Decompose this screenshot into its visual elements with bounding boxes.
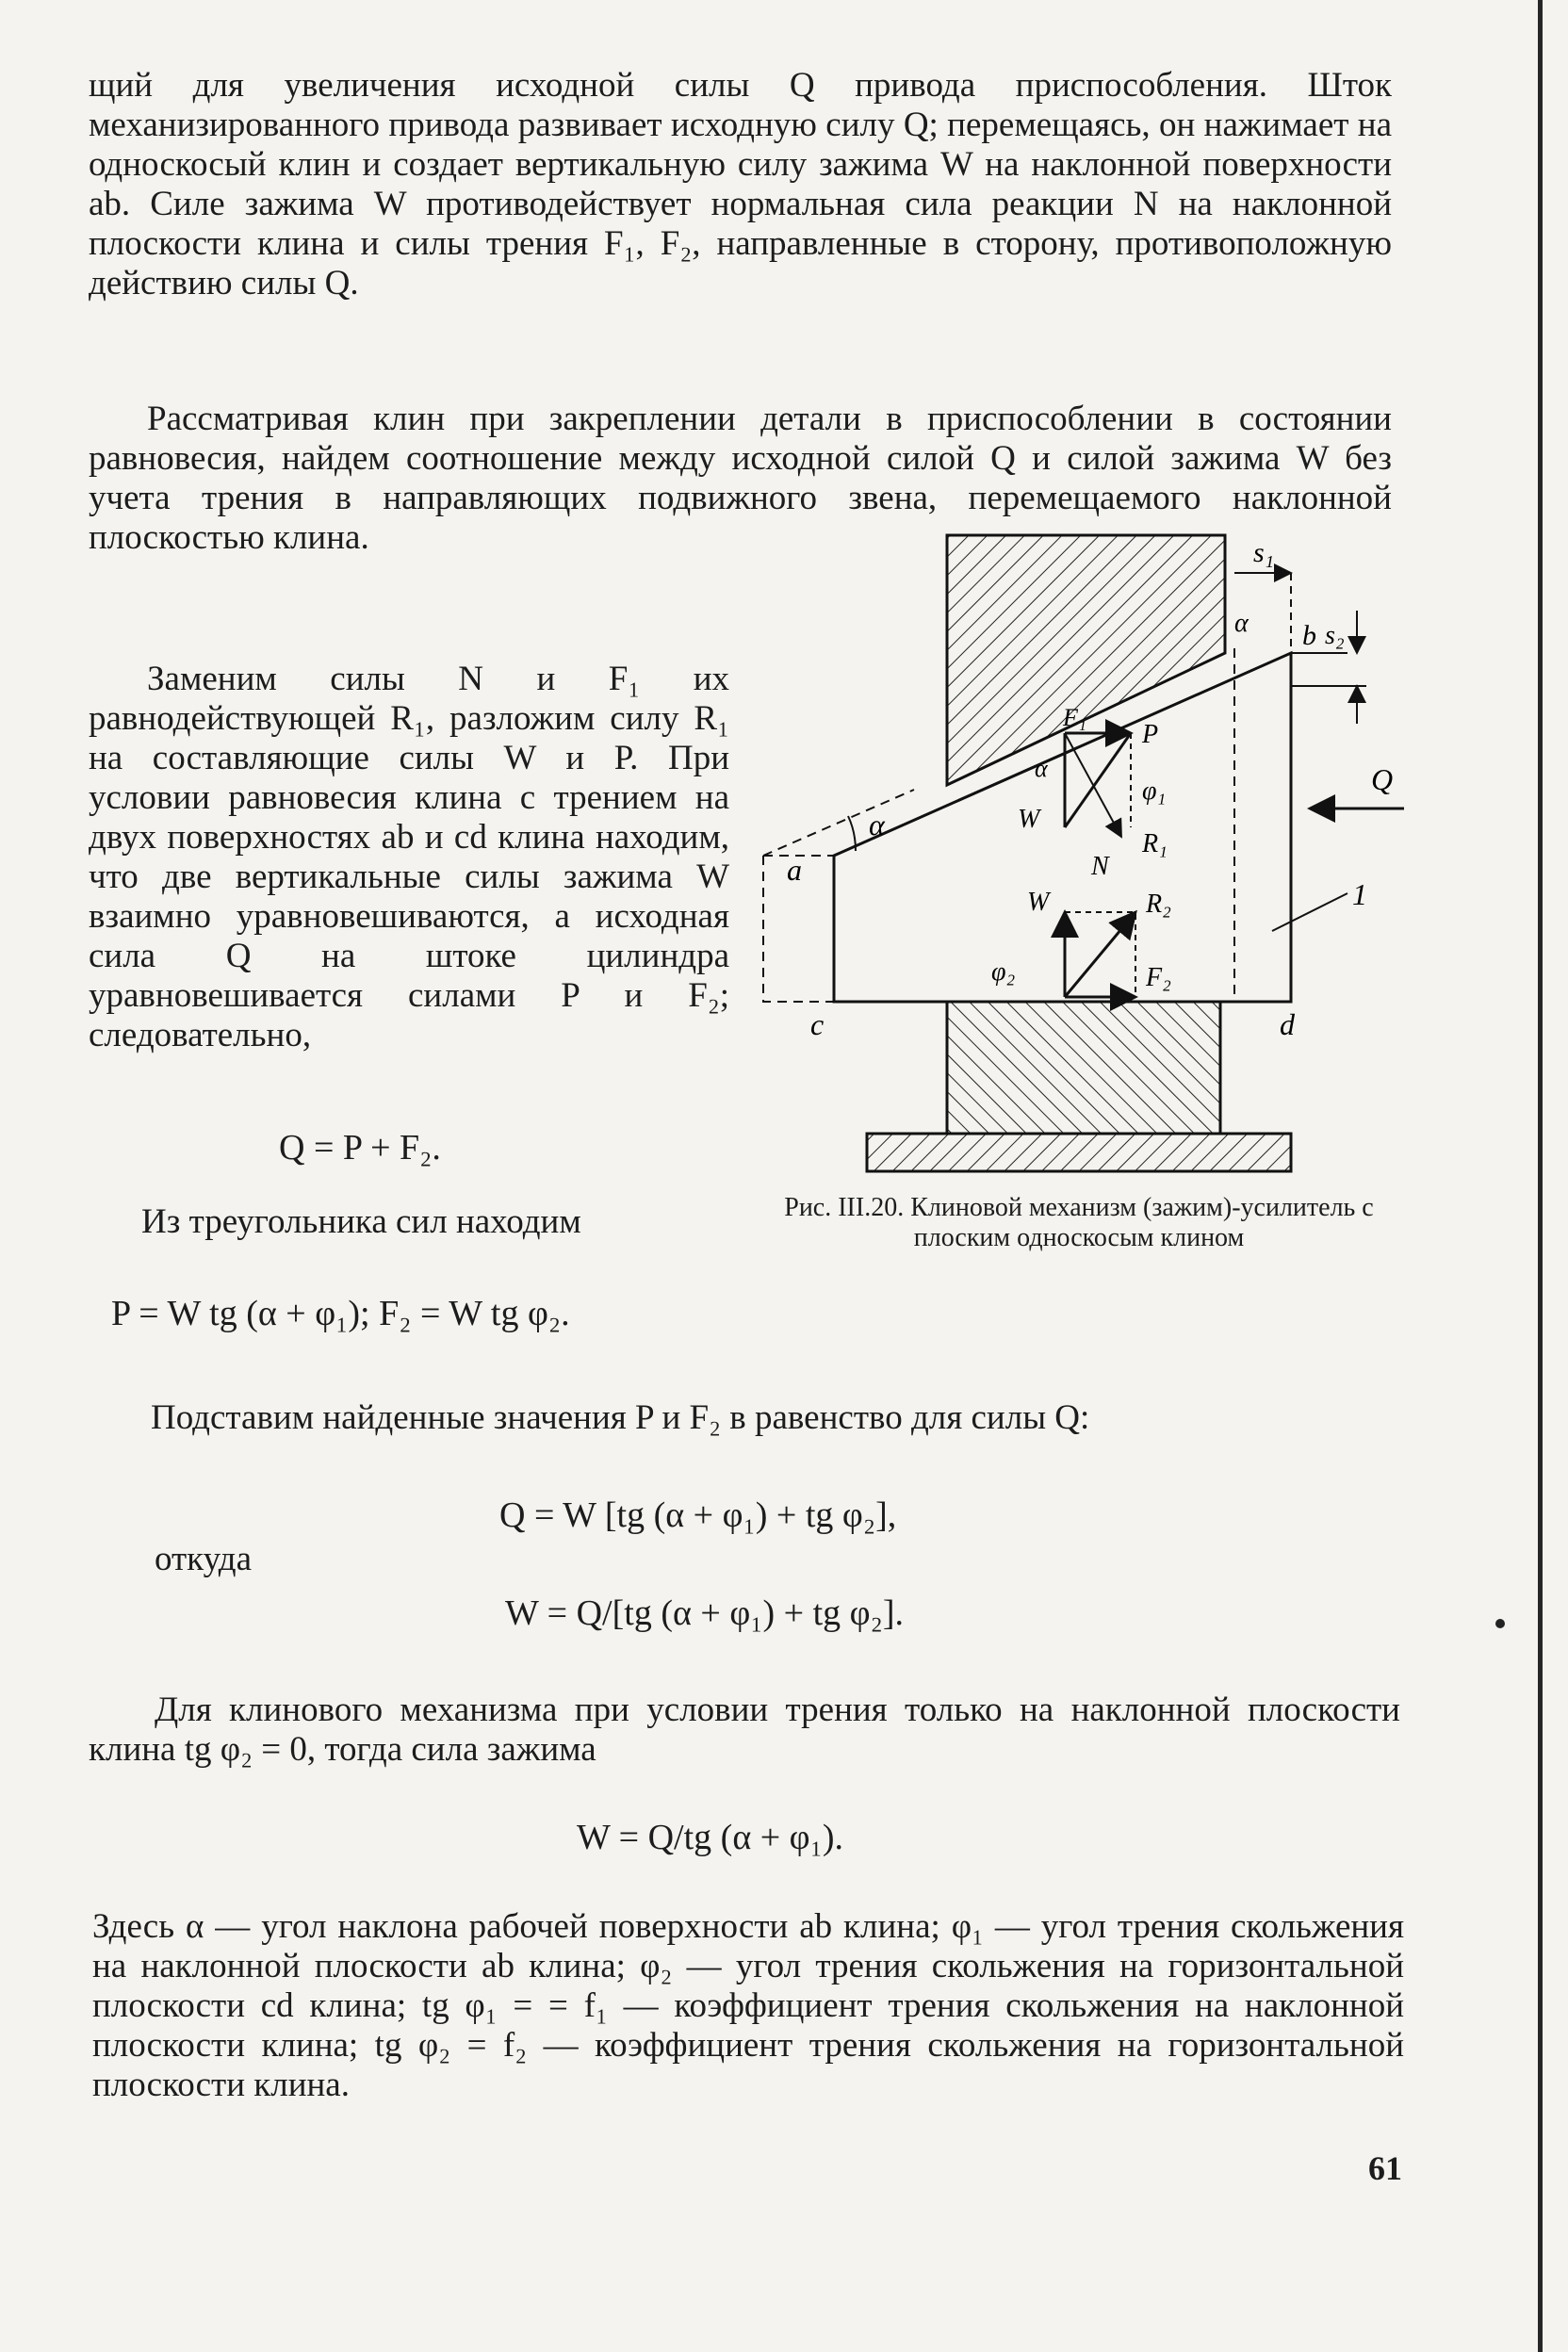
base-plate bbox=[867, 1134, 1291, 1171]
label-d: d bbox=[1280, 1007, 1295, 1041]
label-alpha-top: α bbox=[1234, 609, 1249, 638]
stray-ink-dot bbox=[1495, 1619, 1505, 1628]
label-b: b bbox=[1302, 620, 1316, 651]
label-w-lower: W bbox=[1027, 888, 1050, 917]
formula-p-f2: P = W tg (α + φ₁); F₂ = W tg φ₂. bbox=[111, 1294, 570, 1333]
label-phi2: φ₂ bbox=[991, 957, 1016, 987]
label-alpha-left: α bbox=[869, 808, 885, 841]
book-spine-edge bbox=[1538, 0, 1543, 2352]
label-f2: F₂ bbox=[1146, 963, 1171, 992]
label-f1: F₁ bbox=[1063, 704, 1086, 731]
label-p: P bbox=[1142, 720, 1159, 749]
paragraph-5: Подставим найденные значения P и F₂ в равенство для силы Q: bbox=[151, 1398, 1090, 1437]
label-phi1: φ₁ bbox=[1142, 776, 1167, 806]
formula-q-w: Q = W [tg (α + φ₁) + tg φ₂], bbox=[499, 1495, 897, 1535]
label-part-1: 1 bbox=[1352, 877, 1367, 911]
label-r1: R₁ bbox=[1142, 829, 1168, 858]
label-alpha-mid: α bbox=[1035, 755, 1048, 782]
label-s1: s₁ bbox=[1253, 537, 1275, 568]
wedge-mechanism-figure bbox=[744, 516, 1423, 1176]
paragraph-7: Для клинового механизма при условии трения только на наклонной плоскости клина tg φ₂ = 0, тогда сила зажима bbox=[89, 1690, 1400, 1769]
formula-w-general: W = Q/[tg (α + φ₁) + tg φ₂]. bbox=[505, 1593, 904, 1633]
formula-q-sum: Q = P + F₂. bbox=[279, 1128, 441, 1168]
paragraph-6: откуда bbox=[155, 1540, 253, 1578]
paragraph-1: щий для увеличения исходной силы Q привода приспособления. Шток механизированного привода развивает исходную силу Q; перемещаясь, он нажимает на односкосый клин и создает вертикальную силу зажима W на наклонной поверхности ab. Силе зажима W противодействует нормальная сила реакции N на наклонной плоскости клина и силы трения F₁, F₂, направленные в сторону, противоположную действию силы Q. bbox=[89, 66, 1392, 302]
label-s2: s₂ bbox=[1325, 621, 1345, 650]
label-a: a bbox=[787, 853, 802, 887]
paragraph-4: Из треугольника сил находим bbox=[141, 1202, 581, 1241]
paragraph-8: Здесь α — угол наклона рабочей поверхности ab клина; φ₁ — угол трения скольжения на наклонной плоскости ab клина; φ₂ — угол трения скольжения на горизонтальной плоскости cd клина; tg φ₁ = = f₁ — коэффициент трения скольжения на наклонной плоскости клина; tg φ₂ = f₂ — коэффициент трения скольжения на горизонтальной плоскости клина. bbox=[92, 1907, 1404, 2104]
label-q: Q bbox=[1371, 762, 1394, 796]
paragraph-3: Заменим силы N и F₁ их равнодействующей R₁, разложим силу R₁ на составляющие силы W и P. При условии равновесия клина с трением на двух поверхностях ab и cd клина находим, что две вертикальные силы зажима W взаимно уравновешиваются, а исходная сила Q на штоке цилиндра уравновешивается силами P и F₂; следовательно, bbox=[89, 660, 729, 1054]
lower-support-column bbox=[947, 1002, 1220, 1134]
paragraph-2: Рассматривая клин при закреплении детали в приспособлении в состоянии равновесия, найдем соотношение между исходной силой Q и силой зажима W без учета трения в направляющих подвижного звена, перемещаемого наклонной плоскостью клина. bbox=[89, 400, 1392, 557]
page-number: 61 bbox=[1368, 2149, 1402, 2187]
formula-w-simple: W = Q/tg (α + φ₁). bbox=[577, 1818, 843, 1857]
label-n: N bbox=[1091, 852, 1109, 881]
figure-caption: Рис. III.20. Клиновой механизм (зажим)-усилитель с плоским односкосым клином bbox=[784, 1193, 1374, 1252]
label-r2: R₂ bbox=[1146, 890, 1171, 919]
label-c: c bbox=[810, 1007, 825, 1041]
label-w-upper: W bbox=[1018, 805, 1040, 834]
